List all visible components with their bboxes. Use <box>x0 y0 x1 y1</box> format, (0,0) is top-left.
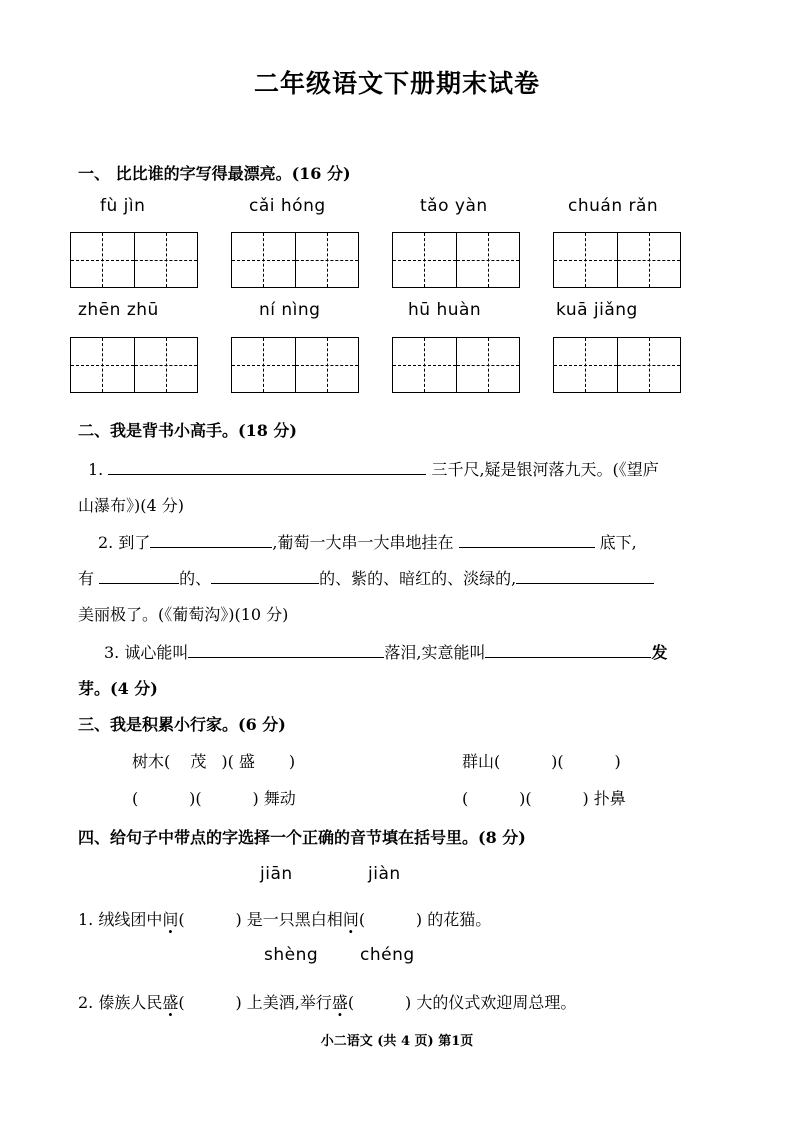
writing-grid[interactable] <box>70 232 198 288</box>
question-text: 的、 <box>179 569 212 588</box>
answer-blank[interactable] <box>516 567 654 584</box>
question-line <box>104 640 667 663</box>
question-text: 三千尺,疑是银河落九天。(《望庐 <box>431 460 659 479</box>
question-line <box>78 907 491 930</box>
section-4-heading: 四、给句子中带点的字选择一个正确的音节填在括号里。(8 分) <box>78 828 526 847</box>
question-text: 2. 到了 <box>98 533 151 552</box>
question-text[interactable]: ( ) 的花猫。 <box>358 910 492 929</box>
writing-grid[interactable] <box>231 337 359 393</box>
question-line: 美丽极了。(《葡萄沟》)(10 分) <box>78 605 289 624</box>
page-footer: 小二语文 (共 4 页) 第1页 <box>320 1034 474 1049</box>
idiom-item[interactable]: ( )( ) 扑鼻 <box>462 789 626 808</box>
idiom-item[interactable]: 群山( )( ) <box>462 752 621 771</box>
answer-blank[interactable] <box>108 458 426 475</box>
page-title: 二年级语文下册期末试卷 <box>253 69 540 98</box>
answer-blank[interactable] <box>188 641 384 658</box>
writing-grid[interactable] <box>553 232 681 288</box>
pinyin-label: chuán rǎn <box>568 196 659 216</box>
question-text: 2. 傣族人民 <box>78 993 163 1012</box>
question-text: 1. 绒线团中 <box>78 910 163 929</box>
question-line: 山瀑布》)(4 分) <box>78 496 184 515</box>
dotted-char: 盛 <box>162 993 179 1012</box>
dotted-char: 盛 <box>331 993 348 1012</box>
question-number: 1. <box>88 460 104 479</box>
question-text[interactable]: ( ) 上美酒,举行 <box>178 993 332 1012</box>
pinyin-label: ní nìng <box>259 300 321 320</box>
question-text: 的、紫的、暗红的、淡绿的, <box>319 569 517 588</box>
question-text: 发 <box>651 643 668 662</box>
idiom-text: )( <box>221 752 234 771</box>
writing-grid[interactable] <box>392 232 520 288</box>
writing-grid[interactable] <box>392 337 520 393</box>
pinyin-label: fù jìn <box>100 196 146 216</box>
section-3-heading: 三、我是积累小行家。(6 分) <box>78 715 286 734</box>
pinyin-option: shèng <box>264 945 319 965</box>
answer-blank[interactable] <box>99 567 179 584</box>
pinyin-label: tǎo yàn <box>420 196 488 216</box>
idiom-filled-char: 茂 <box>190 752 207 771</box>
question-line <box>88 457 659 480</box>
pinyin-option: chéng <box>360 945 415 965</box>
section-1-heading: 一、 比比谁的字写得最漂亮。(16 分) <box>78 164 351 183</box>
dotted-char: 间 <box>342 910 359 929</box>
question-line <box>78 566 654 589</box>
answer-blank[interactable] <box>211 567 319 584</box>
question-line <box>78 990 576 1013</box>
writing-grid[interactable] <box>553 337 681 393</box>
question-line <box>98 530 637 553</box>
question-text: 落泪,实意能叫 <box>384 643 486 662</box>
question-line: 芽。(4 分) <box>78 679 158 698</box>
writing-grid[interactable] <box>70 337 198 393</box>
pinyin-label: kuā jiǎng <box>556 300 638 320</box>
idiom-text: ) <box>288 752 296 771</box>
answer-blank[interactable] <box>459 531 595 548</box>
pinyin-label: zhēn zhū <box>78 300 159 320</box>
pinyin-option: jiàn <box>368 864 401 884</box>
answer-blank[interactable] <box>150 531 272 548</box>
question-text[interactable]: ( ) 是一只黑白相 <box>178 910 343 929</box>
answer-blank[interactable] <box>485 641 651 658</box>
section-2-heading: 二、我是背书小高手。(18 分) <box>78 421 297 440</box>
question-text: ,葡萄一大串一大串地挂在 <box>272 533 454 552</box>
pinyin-option: jiān <box>260 864 293 884</box>
dotted-char: 间 <box>162 910 179 929</box>
idiom-text: 树木( <box>132 752 171 771</box>
question-text: 有 <box>78 569 95 588</box>
pinyin-label: cǎi hóng <box>249 196 326 216</box>
question-text: 底下, <box>599 533 637 552</box>
question-text[interactable]: ( ) 大的仪式欢迎周总理。 <box>347 993 577 1012</box>
pinyin-label: hū huàn <box>408 300 482 320</box>
question-text: 3. 诚心能叫 <box>104 643 189 662</box>
idiom-item[interactable]: ( )( ) 舞动 <box>132 789 296 808</box>
idiom-filled-char: 盛 <box>238 752 255 771</box>
idiom-item <box>132 749 295 772</box>
writing-grid[interactable] <box>231 232 359 288</box>
